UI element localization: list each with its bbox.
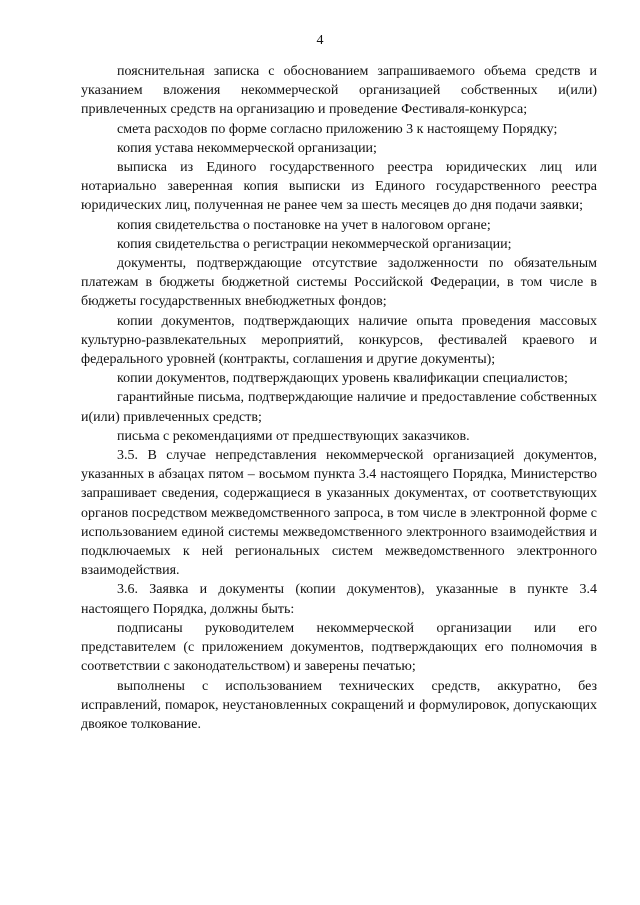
paragraph-explanatory-note: пояснительная записка с обоснованием запрашиваемого объема средств и указанием вложения некоммерческой организацией собственных и(или) привлеченных средств на организацию и проведение Фестиваля-конкурса; [81,64,597,118]
paragraph-technical-means-requirement: выполнены с использованием технических средств, аккуратно, без исправлений, помарок, неустановленных сокращений и формулировок, допускающих двоякое толкование. [81,678,597,732]
paragraph-no-debt-documents: документы, подтверждающие отсутствие задолженности по обязательным платежам в бюджеты бюджетной системы Российской Федерации, в том числе в бюджеты государственных внебюджетных фондов; [81,256,597,310]
paragraph-clause-3-6: 3.6. Заявка и документы (копии документов), указанные в пункте 3.4 настоящего Порядка, должны быть: [81,582,597,617]
paragraph-registration-certificate: копия свидетельства о регистрации некоммерческой организации; [117,236,512,252]
paragraph-qualification-documents: копии документов, подтверждающих уровень квалификации специалистов; [117,371,568,387]
paragraph-charter-copy: копия устава некоммерческой организации; [117,140,377,156]
document-body [81,62,597,734]
paragraph-cost-estimate: смета расходов по форме согласно приложению 3 к настоящему Порядку; [117,121,558,137]
paragraph-clause-3-5: 3.5. В случае непредставления некоммерческой организацией документов, указанных в абзацах пятом – восьмом пункта 3.4 настоящего Порядка, Министерство запрашивает сведения, содержащиеся в указанных документах, от соответствующих органов посредством межведомственного запроса, в том числе в электронной форме с использованием единой системы межведомственного электронного взаимодействия и подключаемых к ней региональных систем межведомственного электронного взаимодействия. [81,448,597,579]
paragraph-tax-certificate: копия свидетельства о постановке на учет в налоговом органе; [117,217,491,233]
paragraph-experience-documents: копии документов, подтверждающих наличие опыта проведения массовых культурно-развлекательных мероприятий, конкурсов, фестивалей краевого и федерального уровней (контракты, соглашения и другие документы); [81,313,597,368]
paragraph-guarantee-letters: гарантийные письма, подтверждающие наличие и предоставление собственных и(или) привлеченных средств; [81,390,597,425]
paragraph-signed-requirement: подписаны руководителем некоммерческой организации или его представителем (с приложением документов, подтверждающих его полномочия в соответствии с законодательством) и заверены печатью; [81,620,597,675]
paragraph-recommendation-letters: письма с рекомендациями от предшествующих заказчиков. [117,428,470,444]
page-number: 4 [316,33,324,48]
paragraph-registry-extract: выписка из Единого государственного реестра юридических лиц или нотариально заверенная копия выписки из Единого государственного реестра юридических лиц, полученная не ранее чем за шесть месяцев до дня подачи заявки; [81,160,597,214]
